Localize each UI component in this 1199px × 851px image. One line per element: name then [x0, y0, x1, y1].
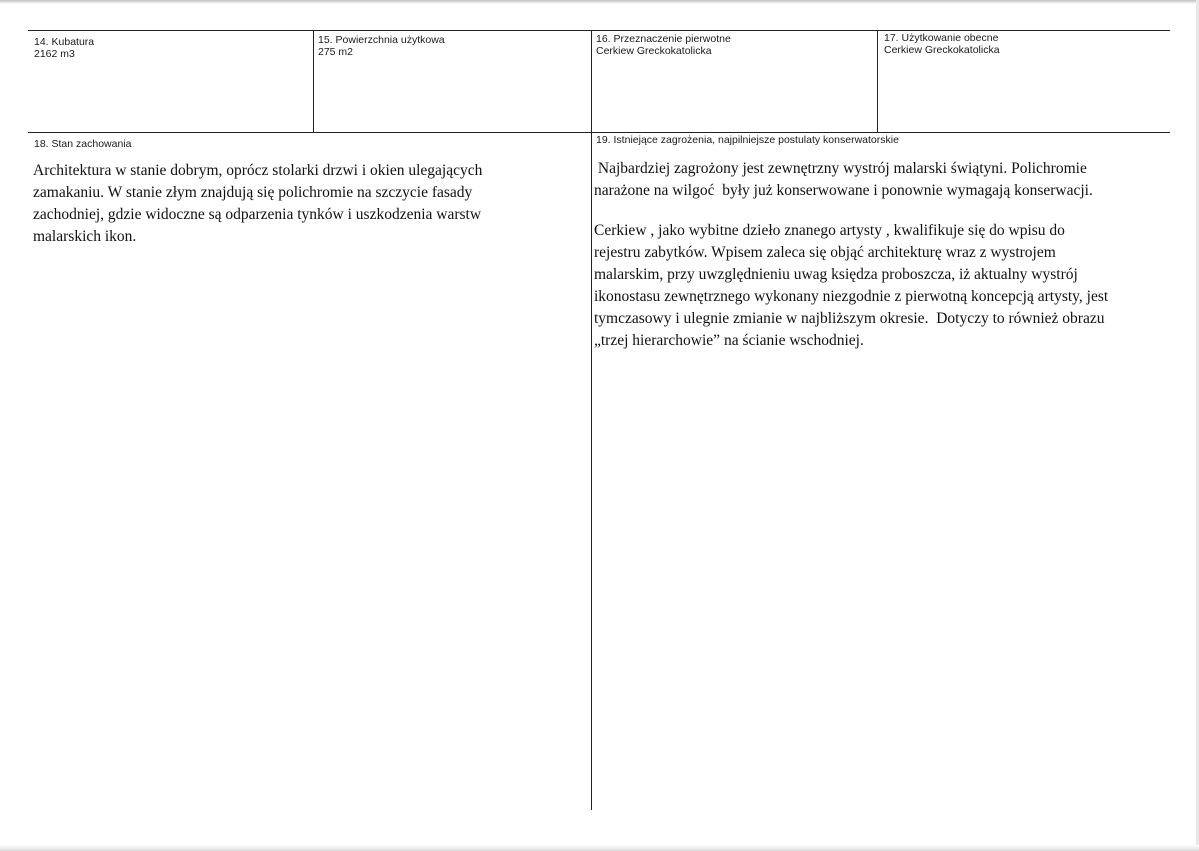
- stan-zachowania-text: [33, 160, 482, 248]
- przeznaczenie-label: 16. Przeznaczenie pierwotne: [596, 33, 731, 45]
- zagrozenia-label: 19. Istniejące zagrożenia, najpilniejsze postulaty konserwatorskie: [596, 134, 899, 146]
- divider-col-1: [313, 30, 314, 132]
- powierzchnia-value: 275 m2: [318, 46, 354, 58]
- scan-bottom-edge: [0, 845, 1199, 851]
- uzytkowanie-label: 17. Użytkowanie obecne: [884, 32, 999, 44]
- form-middle-border: [28, 132, 1170, 133]
- zagrozenia-line: rejestru zabytków. Wpisem zaleca się objąć architekturę wraz z wystrojem: [594, 244, 1056, 261]
- form-top-border: [28, 30, 1170, 31]
- stan-zachowania-label: 18. Stan zachowania: [34, 138, 132, 150]
- scan-top-edge: [0, 0, 1199, 4]
- zagrozenia-line: tymczasowy i ulegnie zmianie w najbliższym okresie. Dotyczy to również obrazu: [594, 310, 1105, 327]
- zagrozenia-line: malarskim, przy uwzględnieniu uwag księdza proboszcza, iż aktualny wystrój: [594, 266, 1078, 283]
- zagrozenia-line: ikonostasu zewnętrznego wykonany niezgodnie z pierwotną koncepcją artysty, jest: [594, 288, 1109, 305]
- przeznaczenie-value: Cerkiew Greckokatolicka: [596, 45, 712, 57]
- stan-line: zamakaniu. W stanie złym znajdują się polichromie na szczycie fasady: [33, 184, 473, 201]
- stan-line: malarskich ikon.: [33, 228, 137, 245]
- powierzchnia-label: 15. Powierzchnia użytkowa: [318, 34, 445, 46]
- kubatura-value: 2162 m3: [34, 48, 75, 60]
- divider-col-3: [877, 30, 878, 132]
- kubatura-label: 14. Kubatura: [34, 36, 95, 48]
- zagrozenia-line: Cerkiew , jako wybitne dzieło znanego artysty , kwalifikuje się do wpisu do: [594, 222, 1065, 239]
- zagrozenia-line: „trzej hierarchowie” na ścianie wschodniej.: [594, 332, 864, 349]
- stan-line: zachodniej, gdzie widoczne są odparzenia tynków i uszkodzenia warstw: [33, 206, 482, 223]
- stan-line: Architektura w stanie dobrym, oprócz stolarki drzwi i okien ulegających: [33, 162, 483, 179]
- zagrozenia-line: narażone na wilgoć były już konserwowane i ponownie wymagają konserwacji.: [594, 182, 1093, 199]
- uzytkowanie-value: Cerkiew Greckokatolicka: [884, 44, 1000, 56]
- zagrozenia-text: [594, 158, 1108, 352]
- zagrozenia-line: Najbardziej zagrożony jest zewnętrzny wystrój malarski świątyni. Polichromie: [594, 160, 1087, 177]
- divider-col-2: [591, 30, 592, 810]
